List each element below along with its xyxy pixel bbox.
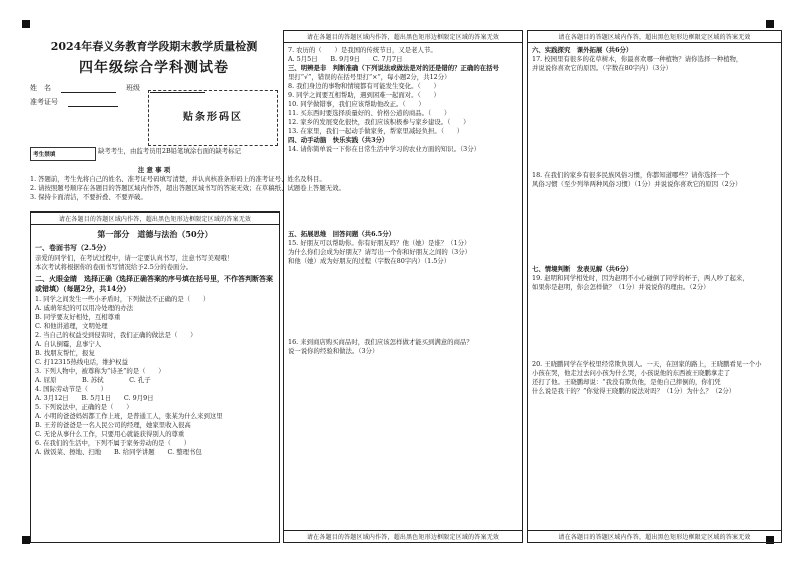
question-line: 如果你是赵明，你会怎样做？（1分）并说说你的理由。（2分） — [532, 283, 710, 291]
notes — [30, 166, 345, 202]
ticket-label: 准考证号 — [30, 98, 58, 106]
question-line: 什么说是我干的？”你觉得王晓鹏的说法对吗？（1分）为什么？（2分） — [532, 387, 736, 395]
section-heading: 一、卷面书写（2.5分） — [35, 243, 111, 252]
answer-area-notice: 请在各题目的答题区域内作答，超出黑色矩形边框限定区域的答案无效 — [31, 212, 279, 225]
question-line: 6. 在我们的生活中，下列不属于家务劳动的是（ ） — [35, 439, 191, 447]
question-line: 9. 同学之间要互相帮助，遇到困难一起面对。（ ） — [288, 91, 440, 99]
question-line: 14. 请你简单说一下你在日常生活中学习的农业方面的知识。（3分） — [288, 145, 480, 153]
question-line: 13. 在家里，我们一起动手做家务，帮家里减轻负担。（ ） — [288, 127, 464, 135]
exam-subtitle: 四年级综合学科测试卷 — [79, 60, 229, 76]
question-line: A. 5月5日 B. 9月9日 C. 7月7日 — [288, 55, 403, 63]
question-line: A. 屈原 B. 苏轼 C. 孔子 — [35, 376, 151, 384]
question-line: 18. 在我们的家乡有很多民族风俗习惯，你都知道哪些？请你选择一个 — [532, 171, 730, 179]
question-line: 风俗习惯（至少列举两种风俗习惯）（1分）并说说你喜欢它的原因（2分） — [532, 180, 742, 188]
question-line: 15. 好朋友可以帮助你。你有好朋友吗？他（她）是谁？（1分） — [288, 239, 471, 247]
question-line: 19. 赵明和同学相处时，因为赵明不小心碰倒了同学的杯子，两人吵了起来， — [532, 274, 749, 282]
question-line: C. 无论从事什么工作，只要用心就能获得别人的尊重 — [35, 430, 185, 438]
question-line: B. 找朋友帮忙，报复 — [35, 349, 95, 357]
question-line: 里打“√”，错误的在括号里打“×”，每小题2分，共12分） — [288, 73, 451, 81]
answer-space[interactable] — [536, 295, 773, 357]
ticket-field[interactable] — [68, 97, 118, 107]
registration-mark — [766, 20, 774, 28]
question-line: B. 王芳的爸爸是一名人民公司的经理，她家里收入很高 — [35, 421, 191, 429]
question-line: 为什么你们会成为好朋友？请写出一个你和好朋友之间的（3分） — [288, 248, 472, 256]
question-line: 16. 来到商店购买商品时，我们应该怎样做才能买到满意的商品？ — [288, 338, 473, 346]
question-line: 并说说你喜欢它的原因。（字数在80字内）（3分） — [532, 64, 672, 72]
notice-label: 考生禁填 — [33, 152, 56, 158]
answer-area-notice: 请在各题目的答题区域内作答，超出黑色矩形边框限定区域的答案无效 — [528, 31, 781, 43]
answer-space[interactable] — [292, 269, 514, 335]
question-line: 8. 我们身边的事物和情境都有可能发生变化。（ ） — [288, 82, 440, 90]
question-line: A. 小明的爸爸妈妈都工作上班，是普通工人，张某为什么来到这里 — [35, 412, 223, 420]
answer-space[interactable] — [292, 157, 514, 227]
question-line: 20. 王晓鹏同学在学校里经常欺负别人。一天，在回家的路上，王晓鹏看见一个小 — [532, 360, 762, 368]
question-line: 12. 家乡的发展变化很快，我们应该积极参与家乡建设。（ ） — [288, 118, 470, 126]
question-line: A. 戚萌年纪的可以用冷处理的办法 — [35, 304, 134, 312]
question-line: C. 打12315热线电话，维护权益 — [35, 358, 128, 366]
answer-space[interactable] — [536, 76, 773, 168]
question-line: 和他（她）成为好朋友的过程（字数在80字内）（1.5分） — [288, 257, 451, 265]
notice-text: 缺考考生，由监考员用2B铅笔填涂右面的缺考标记 — [98, 147, 241, 155]
section-heading: 七、情境判断 发表见解（共6分） — [532, 265, 633, 273]
note-item: 1. 答题前，考生先将自己的姓名、准考证号码填写清楚，并认真核准条形码上的准考证号、姓名及科目。 — [30, 175, 326, 183]
question-line: B. 同学要友好相处，互相尊重 — [35, 313, 121, 321]
question-line: 4. 国际劳动节是（ ） — [35, 385, 108, 393]
section-text: 本次考试将根据你的卷面书写情况给予2.5分的卷面分。 — [35, 263, 193, 271]
middle-column — [283, 30, 523, 543]
answer-space[interactable] — [536, 192, 773, 262]
part-title: 第一部分 道德与法治（50分） — [97, 229, 213, 239]
question-line: 5. 下列说法中，正确的是（ ） — [35, 403, 133, 411]
question-line: 说一说你的经验和做法。（3分） — [288, 347, 379, 355]
question-line: 还打了他。王晓鹏却说：“我没有欺负他，是他自己摔倒的，你们凭 — [532, 378, 721, 386]
question-line: A. 3月12日 B. 5月1日 C. 9月9日 — [35, 394, 154, 402]
question-line: 小孩在哭，他走过去问小孩为什么哭，小孩说他的东西被王晓鹏拿走了 — [532, 369, 731, 377]
notice-box — [30, 147, 96, 161]
name-field[interactable] — [61, 83, 116, 93]
question-line: 11. 买东西时要选择质量好的、价格公道的商品。（ ） — [288, 109, 451, 117]
notes-title: 注 意 事 项 — [137, 166, 171, 174]
question-line: 2. 当自己的权益受到侵害时，我们正确的做法是（ ） — [35, 331, 197, 339]
name-label: 姓 名 — [30, 84, 51, 92]
section-heading: 四、动手动脑 快乐实践（共3分） — [288, 136, 389, 144]
class-label: 班级 — [126, 84, 140, 92]
part-one-box — [30, 211, 280, 543]
exam-title: 2024年春义务教育学段期末教学质量检测 — [50, 40, 258, 53]
note-item: 3. 保持卡面清洁，不要折叠、不要弄破。 — [30, 193, 147, 201]
note-item: 2. 请按照题号顺序在各题目的答题区域内作答，超出答题区域书写的答案无效；在草稿纸、试题卷上答题无效。 — [30, 184, 345, 192]
section-heading: 三、明辨是非 判断准确（下列说法或做法是对的还是错的？正确的在括号 — [288, 64, 499, 72]
question-line: 10. 同学做错事，我们应该帮助他改正。（ ） — [288, 100, 425, 108]
answer-area-notice: 请在各题目的答题区域内作答，超出黑色矩形边框限定区域的答案无效 — [284, 31, 522, 43]
question-line: A. 自认倒霉，息事宁人 — [35, 340, 102, 348]
registration-mark — [22, 20, 30, 28]
right-column — [527, 30, 782, 543]
section-heading: 六、实践探究 课外拓展（共6分） — [532, 46, 633, 54]
question-line: A. 做饭菜、擦地、扫地 B. 给同学讲题 C. 整理书包 — [35, 448, 202, 456]
question-line: 1. 同学之间发生一些小矛盾时，下列做法不正确的是（ ） — [35, 295, 210, 303]
question-line: 7. 农历的（ ）是我国的传统节日，又是老人节。 — [288, 46, 437, 54]
section-heading: 二、火眼金睛 选择正确（选择正确答案的序号填在括号里，不作答判断答案或错填）（每题2分，共14分） — [35, 274, 273, 293]
answer-area-notice: 请在各题目的答题区域内作答，超出黑色矩形边框限定区域的答案无效 — [528, 530, 781, 542]
question-line: 17. 校园里有很多的花草树木，你最喜欢哪一种植物？请你选择一种植物， — [532, 55, 743, 63]
question-line: C. 和他讲道理，文明处理 — [35, 322, 108, 330]
section-heading: 五、拓展思维 回答问题（共6.5分） — [288, 230, 395, 238]
section-text: 亲爱的同学们，在考试过程中，请一定要认真书写，注意书写美观哦！ — [35, 254, 234, 262]
barcode-sticker-area: 贴条形码区 — [148, 90, 278, 146]
answer-area-notice: 请在各题目的答题区域内作答，超出黑色矩形边框限定区域的答案无效 — [284, 530, 522, 542]
question-line: 3. 下列人物中，被尊称为“诗圣”的是（ ） — [35, 367, 165, 375]
registration-mark — [22, 536, 30, 544]
